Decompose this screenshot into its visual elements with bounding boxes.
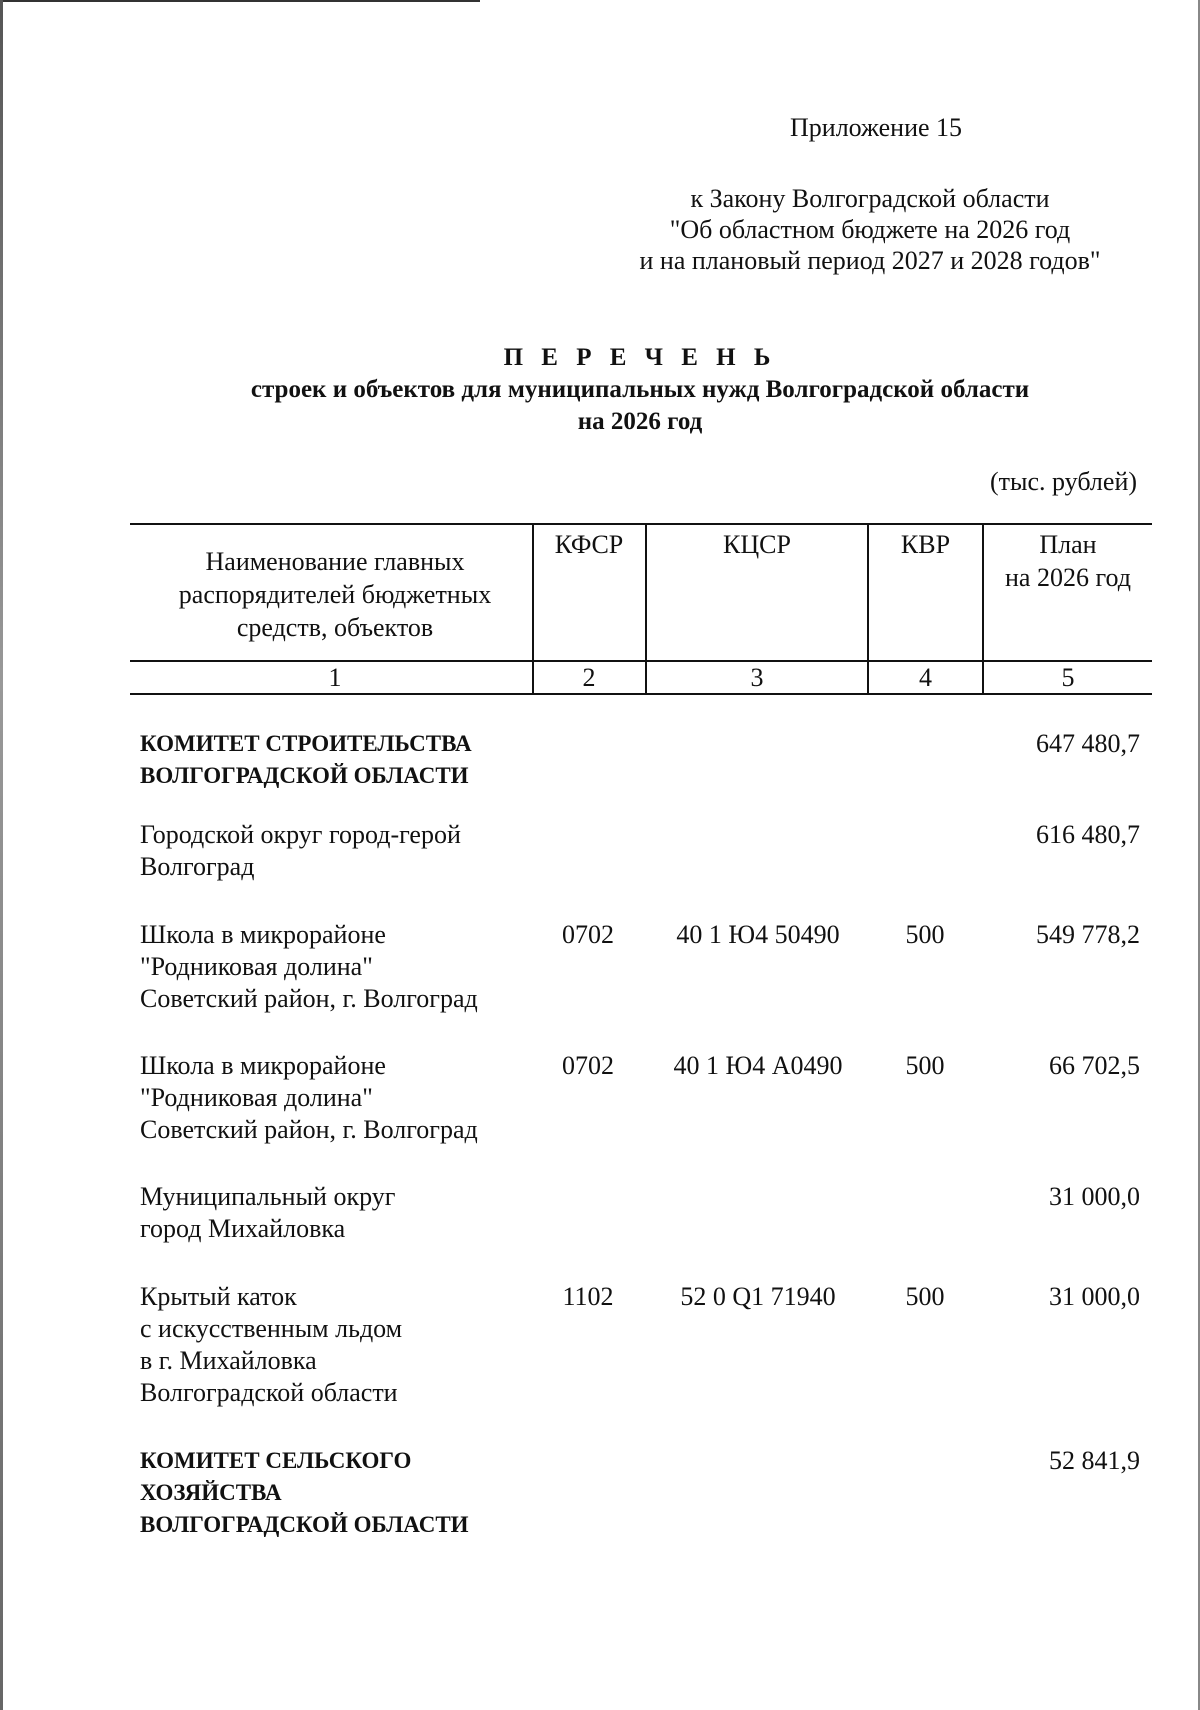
header-name	[140, 545, 530, 644]
row-name-line: ХОЗЯЙСТВА	[140, 1480, 282, 1505]
row-name-line: Советский район, г. Волгоград	[140, 984, 478, 1013]
row-name-line: Волгоградской области	[140, 1378, 398, 1407]
header-name-line: Наименование главных	[205, 547, 465, 576]
document-title	[170, 342, 1110, 438]
law-reference-line: и на плановый период 2027 и 2028 годов"	[639, 246, 1101, 275]
column-number: 2	[582, 663, 596, 692]
row-plan: 616 480,7	[1036, 820, 1140, 849]
row-kvr: 500	[905, 1051, 945, 1080]
law-reference-line: к Закону Волгоградской области	[690, 184, 1050, 213]
row-plan: 31 000,0	[1049, 1282, 1140, 1311]
row-kcsr: 52 0 Q1 71940	[680, 1282, 836, 1311]
row-name-line: КОМИТЕТ СТРОИТЕЛЬСТВА	[140, 731, 472, 756]
row-name-line: Школа в микрорайоне	[140, 920, 386, 949]
law-reference	[590, 183, 1150, 276]
column-number: 1	[328, 663, 342, 692]
row-plan: 549 778,2	[1036, 920, 1140, 949]
row-name	[140, 1050, 540, 1146]
law-reference-line: "Об областном бюджете на 2026 год	[669, 215, 1071, 244]
row-kvr: 500	[905, 1282, 945, 1311]
table-top-border	[130, 523, 1152, 525]
row-name-line: Школа в микрорайоне	[140, 1051, 386, 1080]
row-name-line: "Родниковая долина"	[140, 952, 373, 981]
row-name	[140, 1445, 540, 1541]
row-name	[140, 728, 540, 792]
header-kfsr: КФСР	[554, 530, 624, 559]
row-name-line: ВОЛГОГРАДСКОЙ ОБЛАСТИ	[140, 763, 469, 788]
header-kcsr: КЦСР	[723, 530, 791, 559]
header-kvr: КВР	[900, 530, 951, 559]
column-number: 3	[750, 663, 764, 692]
row-name-line: с искусственным льдом	[140, 1314, 403, 1343]
scan-edge-left	[0, 0, 3, 1710]
row-name-line: ВОЛГОГРАДСКОЙ ОБЛАСТИ	[140, 1512, 469, 1537]
row-plan: 52 841,9	[1049, 1446, 1140, 1475]
row-name	[140, 819, 540, 883]
row-name-line: "Родниковая долина"	[140, 1083, 373, 1112]
row-plan: 66 702,5	[1049, 1051, 1140, 1080]
row-kcsr: 40 1 Ю4 А0490	[673, 1051, 843, 1080]
row-plan: 647 480,7	[1036, 729, 1140, 758]
appendix-number: Приложение 15	[790, 113, 963, 142]
row-name-line: город Михайловка	[140, 1214, 346, 1243]
column-number: 4	[919, 663, 932, 692]
row-name	[140, 919, 540, 1015]
header-plan-line: на 2026 год	[1005, 563, 1131, 592]
row-plan: 31 000,0	[1049, 1182, 1140, 1211]
row-name-line: КОМИТЕТ СЕЛЬСКОГО	[140, 1448, 412, 1473]
row-name	[140, 1281, 540, 1409]
row-name-line: Муниципальный округ	[140, 1182, 396, 1211]
header-name-line: средств, объектов	[236, 613, 434, 642]
title-line: на 2026 год	[577, 408, 703, 435]
column-number: 5	[1061, 663, 1075, 692]
units-label: (тыс. рублей)	[990, 467, 1138, 496]
header-name-line: распорядителей бюджетных	[178, 580, 492, 609]
row-name-line: Городской округ город-герой	[140, 820, 461, 849]
title-heading: П Е Р Е Ч Е Н Ь	[503, 344, 777, 371]
column-numbers-divider	[130, 693, 1152, 695]
row-name-line: Волгоград	[140, 852, 255, 881]
header-plan-line: План	[1039, 530, 1097, 559]
row-kvr: 500	[905, 920, 945, 949]
row-name-line: Крытый каток	[140, 1282, 297, 1311]
row-kfsr: 1102	[562, 1282, 614, 1311]
row-kfsr: 0702	[562, 1051, 614, 1080]
row-kcsr: 40 1 Ю4 50490	[676, 920, 840, 949]
row-name	[140, 1181, 540, 1245]
row-name-line: Советский район, г. Волгоград	[140, 1115, 478, 1144]
row-name-line: в г. Михайловка	[140, 1346, 317, 1375]
row-kfsr: 0702	[562, 920, 614, 949]
header-divider	[130, 660, 1152, 662]
title-line: строек и объектов для муниципальных нужд Волгоградской области	[250, 376, 1030, 403]
header-plan	[984, 528, 1152, 594]
scan-edge-top	[0, 0, 480, 2]
